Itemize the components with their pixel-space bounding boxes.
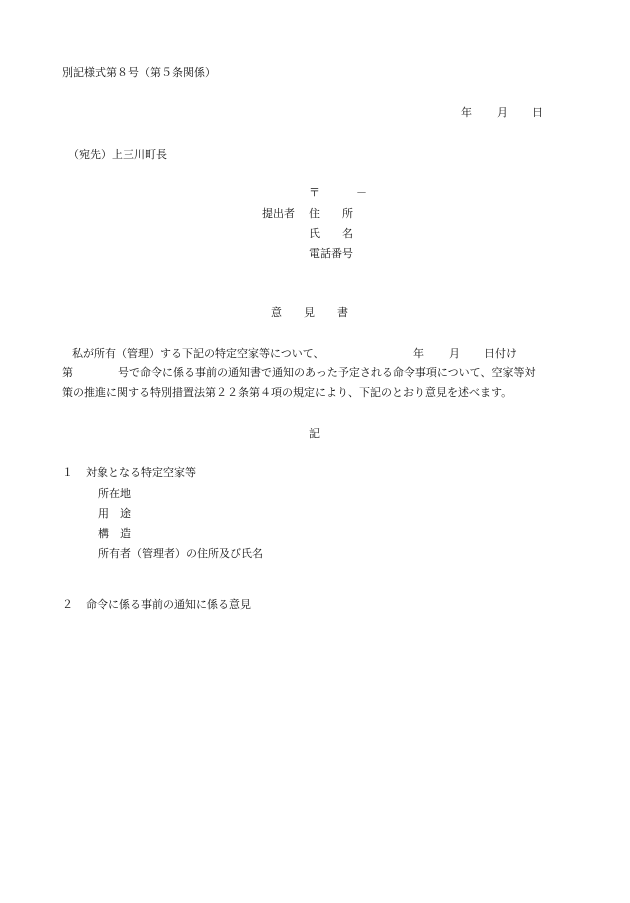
body-line2-rest: 号で命令に係る事前の通知書で通知のあった予定される命令事項について、空家等対 xyxy=(118,366,536,379)
postal-dash: － xyxy=(356,186,367,199)
submitter-label: 提出者 xyxy=(262,207,295,220)
body-line3: 策の推進に関する特別措置法第２２条第４項の規定により、下記のとおり意見を述べます。 xyxy=(62,386,513,399)
postal-mark: 〒 xyxy=(309,186,320,199)
record-heading: 記 xyxy=(309,427,320,440)
document-title: 意 見 書 xyxy=(271,306,348,319)
section-1-item-use: 用 途 xyxy=(98,507,131,520)
section-1-item-structure: 構 造 xyxy=(98,527,131,540)
date-year-label: 年 xyxy=(461,106,472,119)
body-line2-prefix: 第 xyxy=(62,366,73,379)
date-day-label: 日 xyxy=(532,106,543,119)
section-1-number: １ xyxy=(62,466,73,479)
section-1-item-location: 所在地 xyxy=(98,487,131,500)
date-month-label: 月 xyxy=(497,106,508,119)
body-year-label: 年 xyxy=(413,347,424,360)
body-date-suffix: 日付け xyxy=(484,347,517,360)
body-month-label: 月 xyxy=(449,347,460,360)
form-label: 別記様式第８号（第５条関係） xyxy=(62,66,216,79)
phone-label: 電話番号 xyxy=(309,247,353,260)
address-label: 住 所 xyxy=(309,207,353,220)
section-1-title: 対象となる特定空家等 xyxy=(86,466,196,479)
section-1-item-owner: 所有者（管理者）の住所及び氏名 xyxy=(98,547,263,560)
body-line1-start: 私が所有（管理）する下記の特定空家等について、 xyxy=(72,347,325,360)
section-2-title: 命令に係る事前の通知に係る意見 xyxy=(86,598,251,611)
name-label: 氏 名 xyxy=(309,227,353,240)
addressee: （宛先）上三川町長 xyxy=(68,148,167,161)
section-2-number: ２ xyxy=(62,598,73,611)
